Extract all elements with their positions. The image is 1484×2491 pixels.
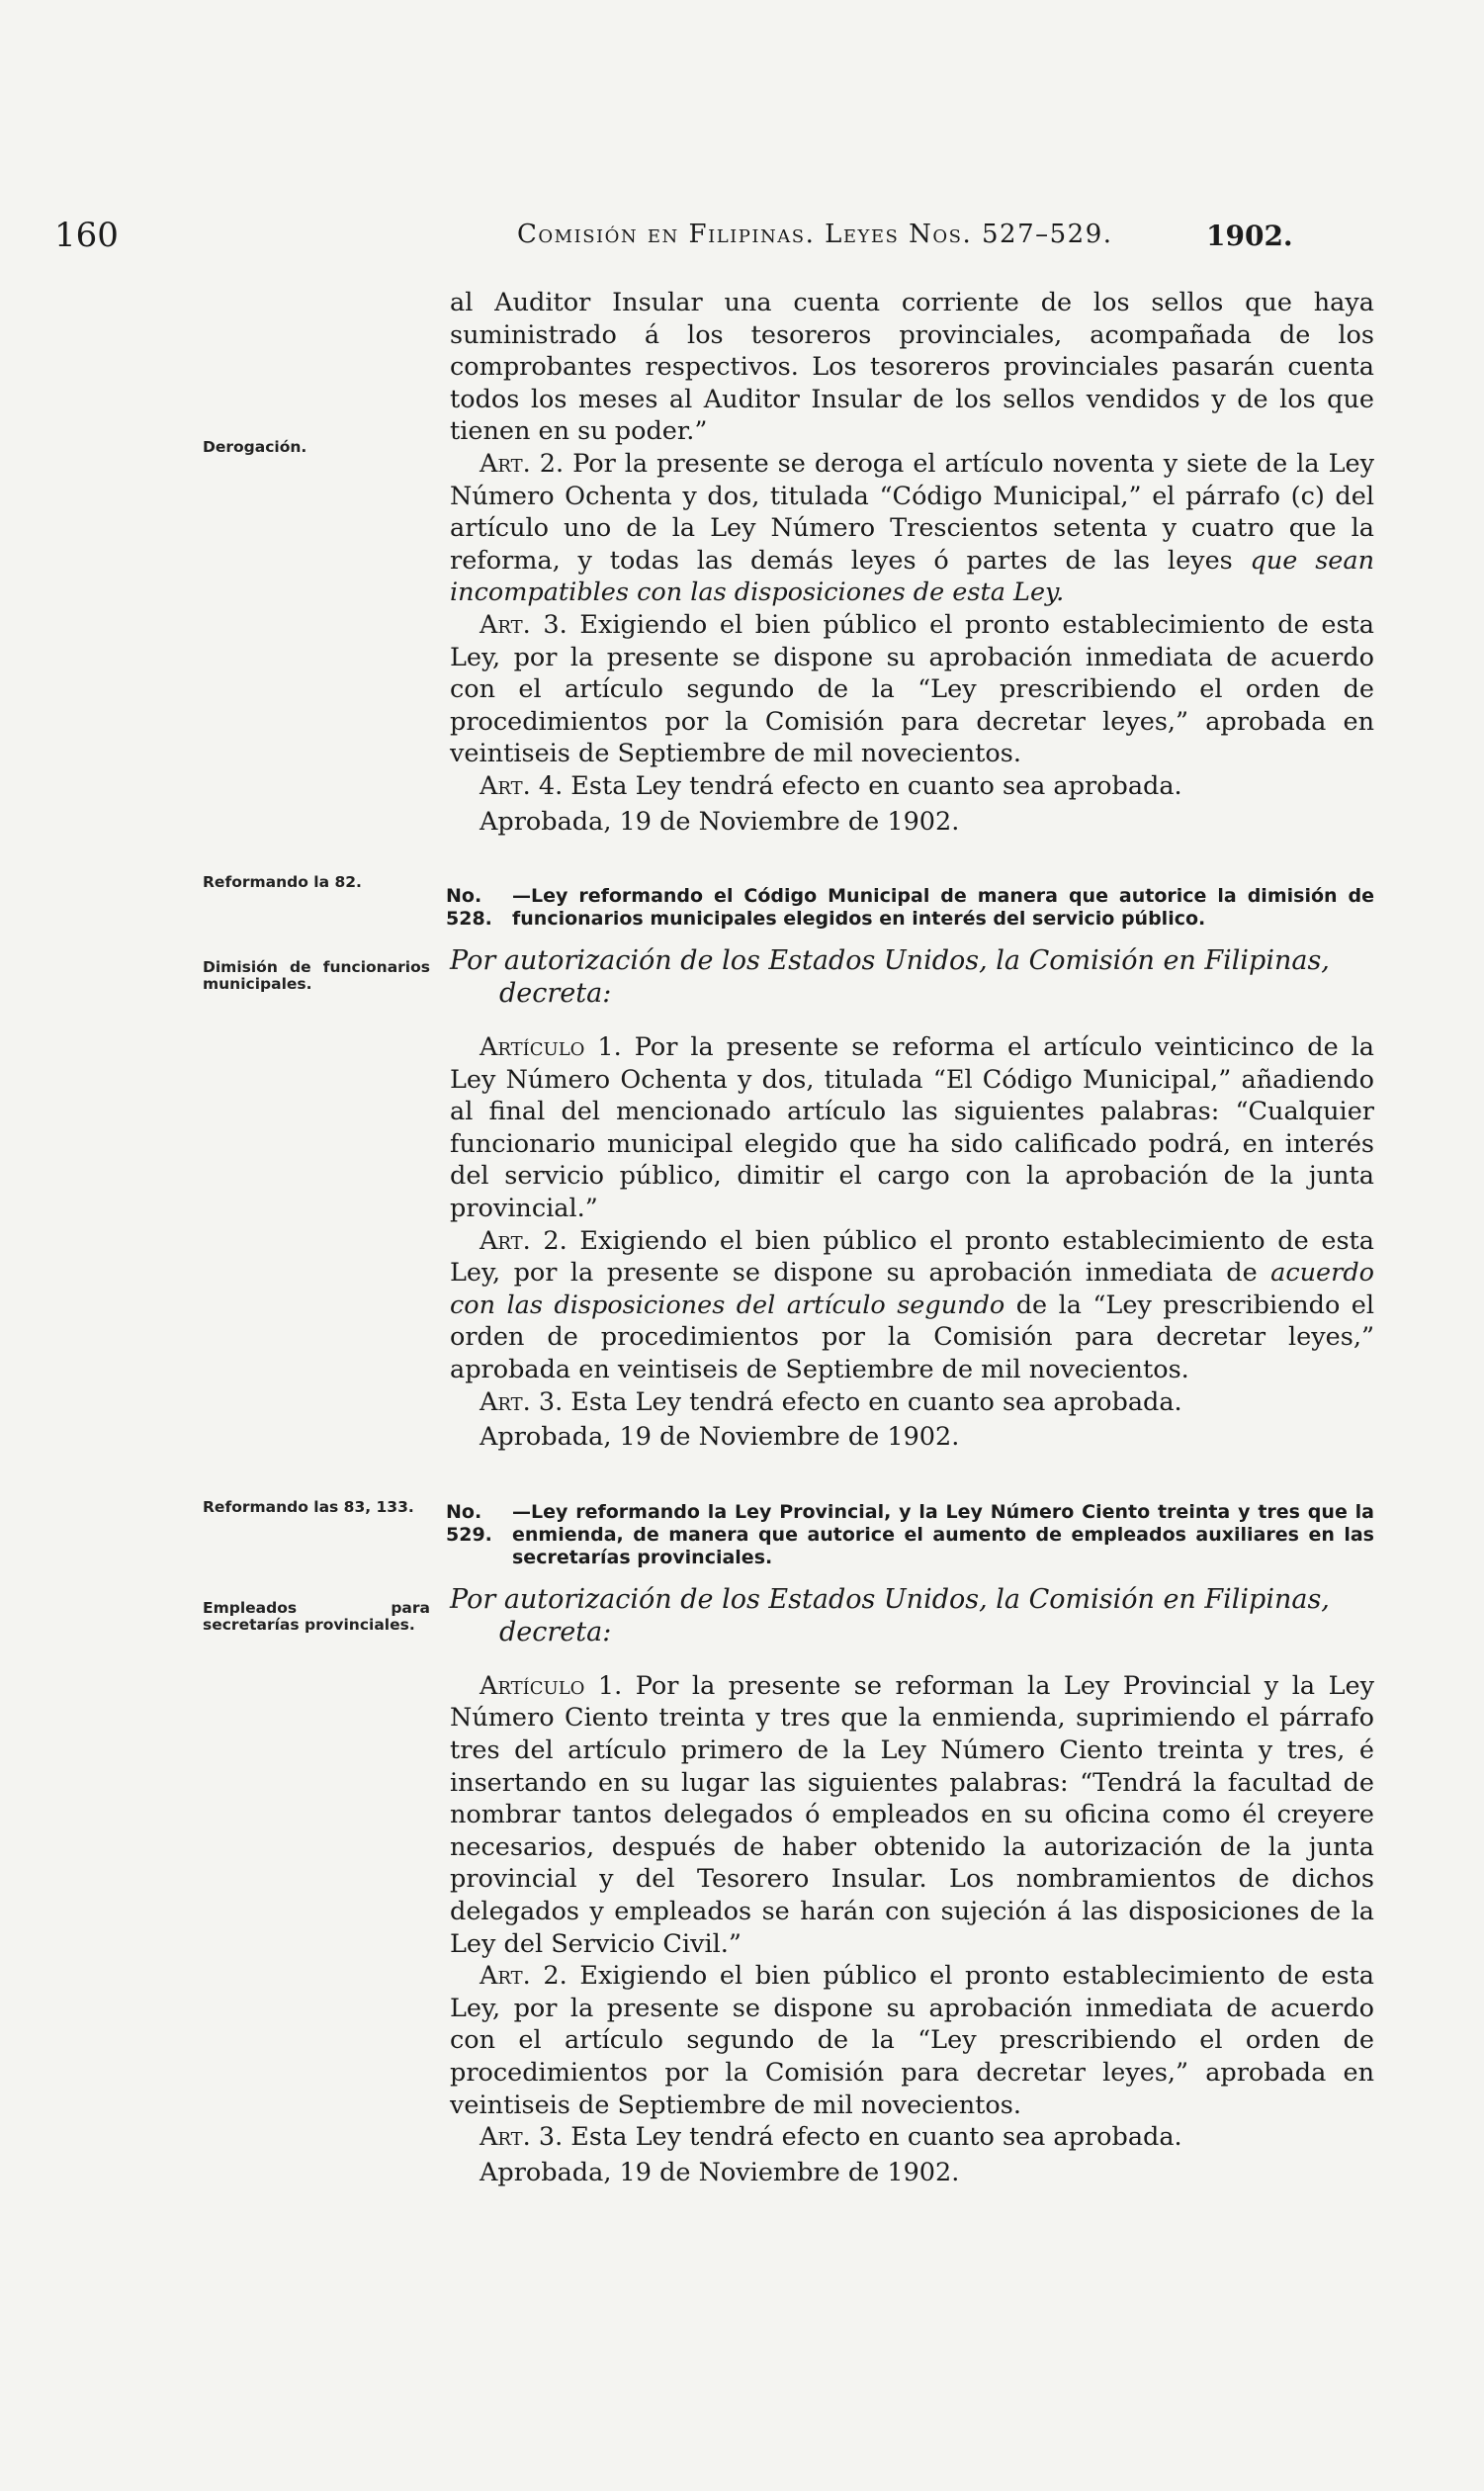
page-header — [54, 216, 1330, 255]
running-title: Comisión en Filipinas. Leyes Nos. 527–529. — [517, 220, 1113, 249]
margin-note-reformando-82: Reformando la 82. — [203, 873, 362, 891]
law-number: No. 529. — [446, 1500, 492, 1546]
law-title: —Ley reformando la Ley Provincial, y la Ley Número Ciento treinta y tres que la enmienda, de manera que autorice el aumento de empleados auxiliares en las secretarías provinciales. — [512, 1500, 1374, 1568]
margin-note-dimision: Dimisión de funcionarios municipales. — [203, 958, 430, 993]
law529-art3 — [450, 2121, 1374, 2154]
article-text: Por la presente se reforman la Ley Provincial y la Ley Número Ciento treinta y tres que la enmienda, suprimiendo el párrafo tres del artículo primero de la Ley Número Ciento treinta y tres, é insertando en su lugar las siguientes palabras: “Tendrá la facultad de nombrar tantos delegados ó empleados en su oficina como él creyere necesarios, después de haber obtenido la autorización de la junta provincial y del Tesorero Insular. Los nombramientos de dichos delegados y empleados se harán con sujeción á las disposiciones de la Ley del Servicio Civil.” — [450, 1670, 1374, 1959]
law-title: —Ley reformando el Código Municipal de manera que autorice la dimisión de funcionarios municipales elegidos en interés del servicio público. — [512, 885, 1374, 931]
article-label: Artículo 1. — [480, 1032, 622, 1063]
article-label: Art. 2. — [480, 1961, 567, 1992]
law-number: No. 528. — [446, 885, 492, 931]
article-label: Art. 3. — [480, 1386, 564, 1417]
authority-text: Por autorización de los Estados Unidos, la Comisión en Filipinas, — [450, 1583, 1330, 1615]
decreta: decreta: — [499, 978, 612, 1010]
margin-note-reformando-83-133: Reformando las 83, 133. — [203, 1498, 414, 1516]
article-text: Esta Ley tendrá efecto en cuanto sea aprobada. — [563, 770, 1182, 801]
law527-approved: Aprobada, 19 de Noviembre de 1902. — [480, 806, 960, 837]
law527-art3 — [450, 609, 1374, 770]
margin-note-derogacion: Derogación. — [203, 438, 307, 456]
article-text: Exigiendo el bien público el pronto establecimiento de esta Ley, por la presente se dispone su aprobación inmediata de acuerdo con el artículo segundo de la “Ley prescribiendo el orden de procedimientos por la Comisión para decretar leyes,” aprobada en veintiseis de Septiembre de mil novecientos. — [450, 1961, 1374, 2120]
law528-art1 — [450, 1031, 1374, 1225]
decreta: decreta: — [499, 1616, 612, 1647]
authority-text: Por autorización de los Estados Unidos, la Comisión en Filipinas, — [450, 945, 1330, 977]
law529-authority — [450, 1583, 1374, 1648]
law528-art3 — [450, 1386, 1374, 1419]
margin-note-empleados: Empleados para secretarías provinciales. — [203, 1599, 430, 1634]
law529-approved: Aprobada, 19 de Noviembre de 1902. — [480, 2157, 960, 2187]
article-text-italic: que sean incompatibles con las disposiciones de esta Ley. — [450, 545, 1374, 608]
article-text: Por la presente se deroga el artículo noventa y siete de la Ley Número Ochenta y dos, titulada “Código Municipal,” el párrafo (c) del artículo uno de la Ley Número Trescientos setenta y cuatro que la reforma, y todas las demás leyes ó partes de las leyes — [450, 448, 1374, 576]
article-label: Art. 4. — [480, 770, 564, 801]
law528-heading — [446, 885, 1374, 931]
article-label: Art. 3. — [480, 2122, 564, 2153]
article-label: Art. 2. — [480, 1225, 567, 1256]
article-text-italic: acuerdo con las disposiciones del artículo segundo — [450, 1258, 1374, 1320]
law529-heading — [446, 1500, 1374, 1569]
article-label: Art. 2. — [480, 448, 565, 479]
law527-art2 — [450, 448, 1374, 609]
law529-art1 — [450, 1670, 1374, 1960]
law529-art2 — [450, 1960, 1374, 2121]
article-text: Por la presente se reforma el artículo veinticinco de la Ley Número Ochenta y dos, titulada “El Código Municipal,” añadiendo al final del mencionado artículo las siguientes palabras: “Cualquier funcionario municipal elegido que ha sido calificado podrá, en interés del servicio público, dimitir el cargo con la aprobación de la junta provincial.” — [450, 1032, 1375, 1224]
article-text: Exigiendo el bien público el pronto establecimiento de esta Ley, por la presente se dispone su aprobación inmediata de acuerdo con el artículo segundo de la “Ley prescribiendo el orden de procedimientos por la Comisión para decretar leyes,” aprobada en veintiseis de Septiembre de mil novecientos. — [450, 609, 1374, 769]
header-year: 1902. — [1206, 220, 1293, 252]
law528-authority — [450, 944, 1374, 1010]
article-text: Esta Ley tendrá efecto en cuanto sea aprobada. — [563, 1386, 1182, 1417]
article-text: de la “Ley prescribiendo el orden de procedimientos por la Comisión para decretar leyes,” aprobada en veintiseis de Septiembre de mil novecientos. — [450, 1290, 1374, 1385]
law527-art4 — [450, 770, 1374, 803]
body-text — [446, 287, 1375, 2188]
law527-continuation: al Auditor Insular una cuenta corriente de los sellos que haya suministrado á los tesoreros provinciales, acompañada de los comprobantes respectivos. Los tesoreros provinciales pasarán cuenta todos los meses al Auditor Insular de los sellos vendidos y de los que tienen en su poder.” — [450, 288, 1374, 447]
article-text: Exigiendo el bien público el pronto establecimiento de esta Ley, por la presente se dispone su aprobación inmediata de — [450, 1225, 1374, 1289]
article-label: Art. 3. — [480, 609, 567, 640]
law528-approved: Aprobada, 19 de Noviembre de 1902. — [480, 1422, 960, 1453]
article-label: Artículo 1. — [480, 1670, 623, 1701]
article-text: Esta Ley tendrá efecto en cuanto sea aprobada. — [563, 2122, 1182, 2153]
page-number: 160 — [54, 216, 119, 255]
law528-art2 — [450, 1225, 1374, 1386]
